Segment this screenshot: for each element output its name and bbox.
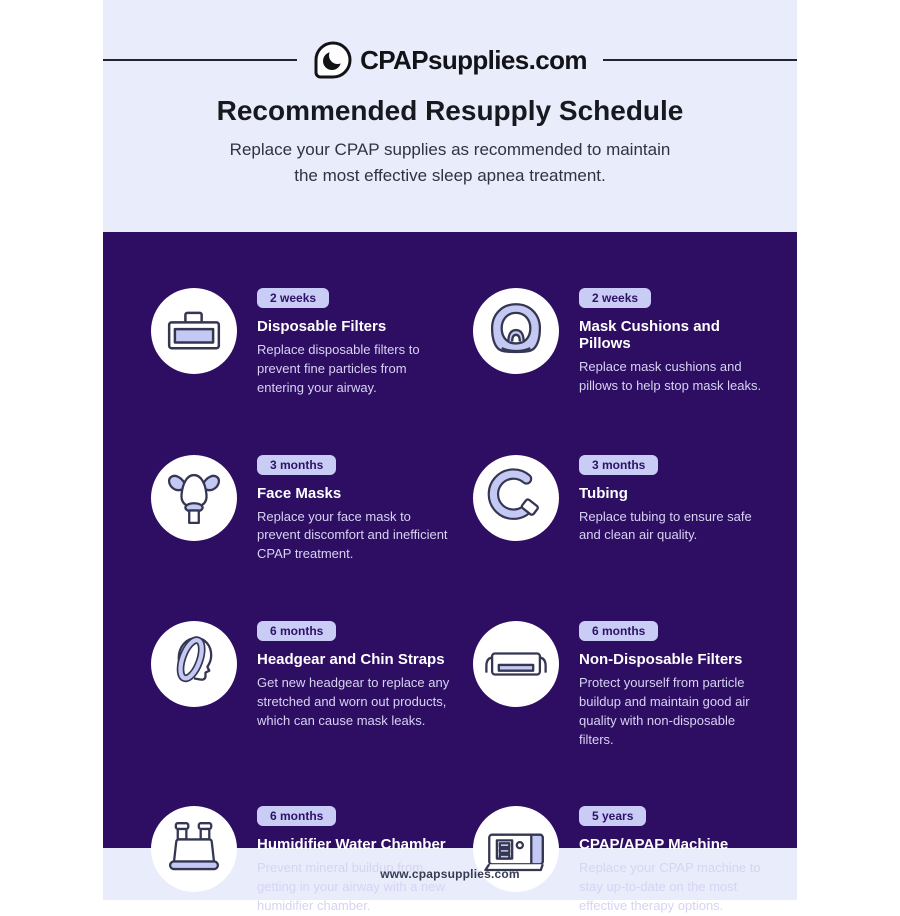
item-text: [257, 455, 457, 565]
interval-badge: 2 weeks: [579, 288, 651, 308]
headgear-chin-strap-icon: [151, 621, 237, 707]
item-description: Protect yourself from particle buildup and maintain good air quality with non-disposable filters.: [579, 675, 750, 747]
item-title: Face Masks: [257, 484, 342, 502]
item-title: CPAP/APAP Machine: [579, 836, 729, 854]
item-description: Get new headgear to replace any stretched and worn out products, which can cause mask leaks.: [257, 675, 450, 728]
subtitle-line-1: Replace your CPAP supplies as recommended to maintain: [229, 140, 671, 159]
footer: [103, 848, 797, 900]
page-subtitle: [103, 137, 797, 190]
mask-cushion-icon: [473, 288, 559, 374]
item-title: Headgear and Chin Straps: [257, 651, 445, 669]
interval-badge: 3 months: [579, 455, 658, 475]
item-description: Replace mask cushions and pillows to help stop mask leaks.: [579, 359, 762, 393]
interval-badge: 3 months: [257, 455, 336, 475]
item-text: [579, 621, 773, 749]
item-text: [579, 288, 773, 396]
interval-badge: 6 months: [257, 621, 336, 641]
item-text: [257, 621, 457, 731]
item-description: Replace tubing to ensure safe and clean air quality.: [579, 508, 752, 543]
tubing-icon: [473, 455, 559, 541]
item-title: Tubing: [579, 484, 628, 502]
item-text: [257, 288, 457, 398]
supply-item: [151, 288, 473, 398]
supply-item: [151, 621, 473, 749]
item-title: Disposable Filters: [257, 318, 387, 335]
logo-row: [103, 38, 797, 82]
disposable-filter-icon: [151, 288, 237, 374]
brand-name: CPAPsupplies.com: [360, 44, 587, 75]
item-description: Prevent mineral buildup from getting in your airway with a new humidifier chamber.: [257, 860, 445, 914]
left-divider-line: [103, 59, 297, 61]
supply-item: [473, 288, 773, 398]
right-divider-line: [603, 59, 797, 61]
supply-item: [473, 455, 773, 565]
header: [103, 0, 797, 232]
supply-item: [473, 621, 773, 749]
interval-badge: 6 months: [257, 806, 336, 826]
schedule-grid: [151, 288, 773, 916]
item-text: [579, 455, 773, 546]
interval-badge: 5 years: [579, 806, 646, 826]
page-title: Recommended Resupply Schedule: [216, 95, 684, 126]
item-title: Mask Cushions and Pillows: [579, 318, 720, 352]
infographic-page: [103, 0, 797, 914]
interval-badge: 2 weeks: [257, 288, 329, 308]
footer-url: www.cpapsupplies.com: [380, 867, 520, 881]
brand-logo: [313, 40, 587, 80]
item-title: Humidifier Water Chamber: [257, 836, 446, 854]
face-mask-icon: [151, 455, 237, 541]
non-disposable-filter-icon: [473, 621, 559, 707]
item-description: Replace your CPAP machine to stay up-to-date on the most effective therapy options.: [579, 860, 761, 914]
item-description: Replace your face mask to prevent discomfort and inefficient CPAP treatment.: [257, 508, 448, 562]
item-description: Replace disposable filters to prevent fine particles from entering your airway.: [257, 342, 420, 395]
supply-item: [151, 455, 473, 565]
interval-badge: 6 months: [579, 621, 658, 641]
item-title: Non-Disposable Filters: [579, 651, 743, 669]
moon-speech-bubble-icon: [313, 40, 353, 80]
subtitle-line-2: the most effective sleep apnea treatment.: [294, 166, 606, 186]
